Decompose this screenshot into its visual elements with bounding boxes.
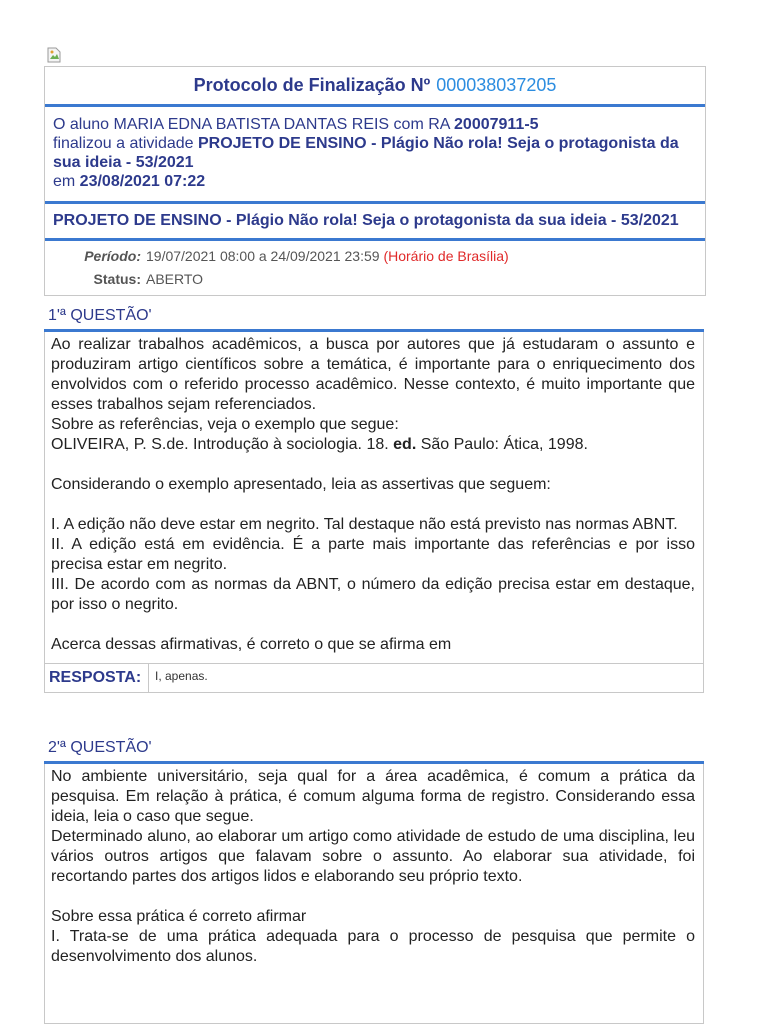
question-2-closing: Sobre essa prática é correto afirmar	[51, 908, 307, 925]
status-label: Status:	[93, 271, 141, 287]
question-1-item: II. A edição está em evidência. É a parte mais importante das referências e por isso precisa estar em negrito.	[51, 536, 695, 573]
question-1-item: III. De acordo com as normas da ABNT, o número da edição precisa estar em destaque, por isso o negrito.	[51, 576, 695, 613]
activity-line-prefix: finalizou a atividade	[53, 135, 198, 152]
status-value: ABERTO	[146, 271, 204, 287]
broken-image-icon	[46, 47, 62, 63]
period-label: Período:	[84, 248, 141, 264]
protocol-title	[45, 67, 705, 107]
question-2-text	[45, 764, 703, 975]
student-line: O aluno MARIA EDNA BATISTA DANTAS REIS com RA	[53, 116, 455, 133]
activity-title: PROJETO DE ENSINO - Plágio Não rola! Seja o protagonista da sua ideia - 53/2021	[45, 204, 705, 241]
activity-name: PROJETO DE ENSINO - Plágio Não rola! Seja o protagonista da sua ideia - 53/2021	[53, 135, 679, 171]
completion-info	[45, 107, 705, 204]
question-2-heading: 2'ª QUESTÃO'	[44, 734, 704, 764]
protocol-number: 000038037205	[436, 75, 557, 95]
question-1-box	[44, 332, 704, 693]
question-2-paragraph: Determinado aluno, ao elaborar um artigo como atividade de estudo de uma disciplina, leu vários outros artigos que falavam sobre o assunto. Ao elaborar sua atividade, foi recortando partes dos artigos lidos e elaborando seu próprio texto.	[51, 828, 695, 885]
question-2-box	[44, 764, 704, 1024]
question-1-reference: OLIVEIRA, P. S.de. Introdução à sociologia. 18. ed. São Paulo: Ática, 1998.	[51, 436, 588, 453]
question-1-consider: Considerando o exemplo apresentado, leia as assertivas que seguem:	[51, 476, 551, 493]
timezone-note: (Horário de Brasília)	[383, 248, 509, 264]
student-ra: 20007911-5	[454, 116, 539, 133]
question-2-item: I. Trata-se de uma prática adequada para o processo de pesquisa que permite o desenvolvimento dos alunos.	[51, 928, 695, 965]
activity-meta	[45, 241, 705, 295]
question-1-paragraph: Ao realizar trabalhos acadêmicos, a busca por autores que já estudaram o assunto e produziram artigo científicos sobre a temática, é importante para o enriquecimento dos envolvidos com o referido processo acadêmico. Nesse contexto, é muito importante que esses trabalhos sejam referenciados.	[51, 336, 695, 413]
question-1-closing: Acerca dessas afirmativas, é correto o que se afirma em	[51, 636, 452, 653]
question-2-paragraph: No ambiente universitário, seja qual for a área acadêmica, é comum a prática da pesquisa. Em relação à prática, é comum alguma forma de registro. Considerando essa ideia, leia o caso que segue.	[51, 768, 695, 825]
question-1-heading: 1'ª QUESTÃO'	[44, 302, 704, 332]
answer-value: I, apenas.	[155, 669, 208, 683]
date-line-prefix: em	[53, 173, 80, 190]
question-1-text	[45, 332, 703, 663]
protocol-box	[44, 66, 706, 296]
protocol-title-prefix: Protocolo de Finalização Nº	[193, 75, 431, 95]
answer-row	[45, 663, 703, 692]
question-1-item: I. A edição não deve estar em negrito. Tal destaque não está previsto nas normas ABNT.	[51, 516, 678, 533]
period-value: 19/07/2021 08:00 a 24/09/2021 23:59	[146, 248, 380, 264]
answer-label: RESPOSTA:	[45, 664, 149, 692]
completion-datetime: 23/08/2021 07:22	[79, 173, 206, 190]
question-1-paragraph: Sobre as referências, veja o exemplo que segue:	[51, 416, 399, 433]
